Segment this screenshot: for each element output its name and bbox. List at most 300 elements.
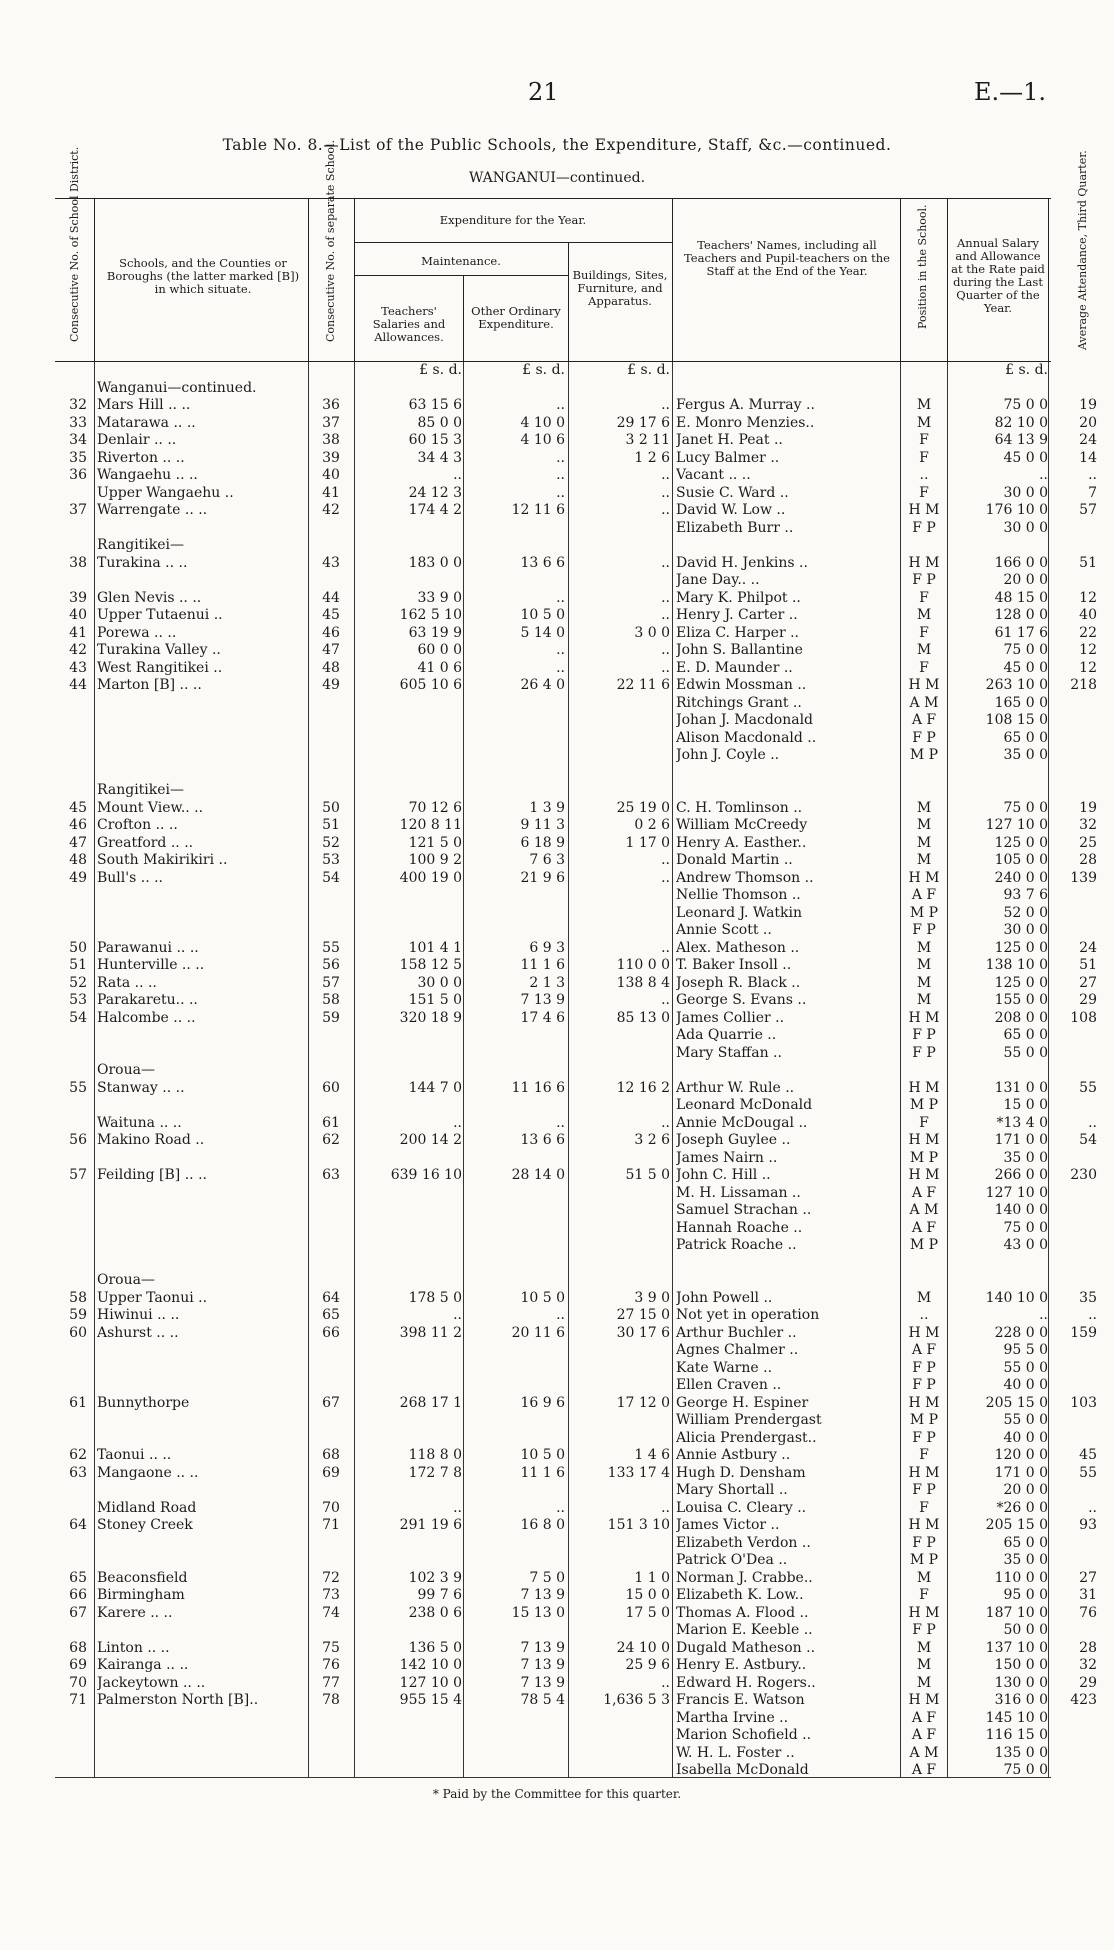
cell-position: F	[919, 1447, 929, 1463]
cell-school-name: Glen Nevis .. ..	[97, 589, 202, 606]
cell-attendance: 423	[1070, 1692, 1097, 1708]
cell-annual-salary: 155 0 0	[994, 992, 1048, 1008]
cell-district-no: 65	[69, 1569, 87, 1586]
cell-buildings: 51 5 0	[625, 1167, 670, 1183]
cell-position: M P	[909, 1237, 939, 1253]
cell-school-no: 67	[322, 1394, 340, 1411]
cell-teacher-name: William McCreedy	[676, 817, 808, 833]
cell-attendance: 32	[1079, 1657, 1097, 1673]
table-row	[55, 362, 1051, 380]
cell-salaries: 102 3 9	[408, 1569, 462, 1586]
cell-school-no: 40	[322, 467, 340, 483]
cell-buildings: 138 8 4	[616, 974, 670, 991]
cell-school-name: Kairanga .. ..	[97, 1657, 189, 1673]
cell-teacher-name: John C. Hill ..	[676, 1167, 771, 1183]
cell-annual-salary: 65 0 0	[1003, 1027, 1048, 1043]
cell-salaries: 639 16 10	[390, 1167, 462, 1183]
cell-school-name: Taonui .. ..	[97, 1447, 172, 1463]
cell-district-no: 61	[69, 1394, 87, 1411]
cell-buildings: 29 17 6	[616, 414, 670, 431]
cell-buildings: £ s. d.	[627, 362, 670, 378]
table-row	[55, 1342, 1051, 1360]
cell-school-no: 74	[322, 1604, 340, 1621]
cell-salaries: 955 15 4	[399, 1692, 462, 1708]
cell-buildings: ..	[661, 589, 670, 606]
cell-school-name: Oroua—	[97, 1062, 155, 1078]
cell-teacher-name: Hugh D. Densham	[676, 1464, 806, 1481]
table-row	[55, 1220, 1051, 1238]
table-row	[55, 484, 1097, 503]
cell-other-expenditure: 17 4 6	[520, 1009, 565, 1026]
cell-teacher-name: Andrew Thomson ..	[676, 869, 814, 886]
cell-other-expenditure: 13 6 6	[520, 554, 565, 571]
cell-buildings: 17 12 0	[616, 1394, 670, 1411]
cell-teacher-name: E. D. Maunder ..	[676, 659, 793, 676]
cell-school-name: Upper Wangaehu ..	[97, 484, 234, 501]
cell-school-name: Parakaretu.. ..	[97, 992, 198, 1008]
cell-position: H M	[908, 554, 940, 571]
cell-district-no: 41	[69, 624, 87, 641]
table-row	[55, 799, 1097, 818]
cell-annual-salary: 105 0 0	[994, 852, 1048, 868]
cell-other-expenditure: 20 11 6	[511, 1324, 565, 1341]
cell-attendance: ..	[1088, 1307, 1097, 1323]
table-row	[55, 712, 1051, 730]
cell-other-expenditure: ..	[556, 467, 565, 483]
cell-school-name: Mars Hill .. ..	[97, 397, 191, 413]
cell-school-name: Porewa .. ..	[97, 624, 177, 641]
cell-buildings: ..	[661, 397, 670, 413]
cell-buildings: ..	[661, 869, 670, 886]
cell-teacher-name: Alex. Matheson ..	[676, 939, 800, 956]
cell-school-no: 41	[322, 484, 340, 501]
cell-salaries: 162 5 10	[399, 607, 462, 623]
cell-salaries: 34 4 3	[417, 449, 462, 466]
cell-other-expenditure: 11 16 6	[511, 1079, 565, 1096]
cell-buildings: 3 0 0	[634, 624, 670, 641]
cell-salaries: 118 8 0	[408, 1447, 462, 1463]
cell-school-name: Mangaone .. ..	[97, 1464, 199, 1481]
cell-district-no: 70	[69, 1674, 87, 1691]
cell-attendance: 57	[1079, 502, 1097, 518]
cell-annual-salary: 93 7 6	[1003, 887, 1048, 903]
cell-other-expenditure: 7 13 9	[520, 992, 565, 1008]
cell-position: M	[916, 414, 932, 431]
cell-attendance: 93	[1079, 1517, 1097, 1533]
cell-attendance: 35	[1079, 1289, 1097, 1306]
cell-teacher-name: Marion Schofield ..	[676, 1727, 812, 1743]
cell-school-no: 49	[322, 677, 340, 693]
cell-attendance: 25	[1079, 834, 1097, 851]
cell-teacher-name: James Victor ..	[676, 1517, 780, 1533]
cell-school-name: Karere .. ..	[97, 1604, 173, 1621]
cell-district-no: 52	[69, 974, 87, 991]
cell-annual-salary: 125 0 0	[994, 834, 1048, 851]
cell-annual-salary: 30 0 0	[1003, 484, 1048, 501]
cell-annual-salary: 45 0 0	[1003, 659, 1048, 676]
table-row	[55, 502, 1097, 520]
cell-salaries: ..	[453, 1114, 462, 1131]
cell-salaries: 33 9 0	[417, 589, 462, 606]
cell-position: F	[919, 1114, 929, 1131]
cell-buildings: ..	[661, 939, 670, 956]
cell-teacher-name: Joseph R. Black ..	[676, 974, 801, 991]
cell-school-name: Midland Road	[97, 1499, 197, 1516]
cell-attendance: 29	[1079, 992, 1097, 1008]
cell-annual-salary: 75 0 0	[1003, 1219, 1048, 1236]
cell-attendance: 230	[1070, 1167, 1097, 1183]
cell-buildings: ..	[661, 467, 670, 483]
cell-buildings: 22 11 6	[616, 677, 670, 693]
cell-attendance: ..	[1088, 467, 1097, 483]
cell-annual-salary: 55 0 0	[1003, 1044, 1048, 1061]
cell-attendance: 27	[1079, 1569, 1097, 1586]
header-annual-salary: Annual Salary and Allowance at the Rate paid during the Last Quarter of the Year.	[951, 236, 1045, 315]
cell-teacher-name: Agnes Chalmer ..	[676, 1342, 799, 1358]
table-row	[55, 695, 1051, 713]
cell-teacher-name: Nellie Thomson ..	[676, 887, 801, 903]
table-row	[55, 782, 1051, 800]
cell-teacher-name: Ellen Craven ..	[676, 1377, 782, 1393]
cell-position: F P	[912, 1377, 936, 1393]
cell-school-no: 45	[322, 607, 340, 623]
cell-buildings: 151 3 10	[607, 1517, 670, 1533]
cell-buildings: 3 2 11	[625, 432, 670, 448]
table-row	[55, 1535, 1051, 1553]
cell-salaries: 127 10 0	[399, 1674, 462, 1691]
cell-buildings: ..	[661, 642, 670, 658]
cell-other-expenditure: 10 5 0	[520, 1289, 565, 1306]
cell-buildings: 30 17 6	[616, 1324, 670, 1341]
cell-attendance: 24	[1079, 939, 1097, 956]
cell-teacher-name: Kate Warne ..	[676, 1359, 773, 1376]
table-row	[55, 572, 1051, 590]
cell-buildings: ..	[661, 852, 670, 868]
cell-school-name: South Makirikiri ..	[97, 852, 228, 868]
cell-salaries: 24 12 3	[408, 484, 462, 501]
cell-school-no: 43	[322, 554, 340, 571]
table-row	[55, 1639, 1097, 1658]
table-row	[55, 869, 1097, 888]
cell-annual-salary: 166 0 0	[994, 554, 1048, 571]
cell-position: F P	[912, 1044, 936, 1061]
table-row	[55, 905, 1051, 923]
cell-other-expenditure: 9 11 3	[520, 817, 565, 833]
cell-position: M	[916, 799, 932, 816]
header-salaries: Teachers' Salaries and Allowances.	[372, 304, 446, 344]
table-row	[55, 1394, 1097, 1413]
cell-other-expenditure: 28 14 0	[511, 1167, 565, 1183]
header-maintenance: Maintenance.	[421, 254, 501, 268]
cell-salaries: 30 0 0	[417, 974, 462, 991]
header-position: Position in the School.	[916, 204, 929, 329]
table-row	[55, 1255, 1051, 1273]
cell-district-no: 49	[69, 869, 87, 886]
cell-teacher-name: George H. Espiner	[676, 1394, 809, 1411]
cell-district-no: 60	[69, 1324, 87, 1341]
cell-teacher-name: Johan J. Macdonald	[676, 712, 814, 728]
table-row	[55, 1027, 1051, 1045]
cell-school-name: Matarawa .. ..	[97, 414, 196, 431]
cell-attendance: 218	[1070, 677, 1097, 693]
cell-annual-salary: 208 0 0	[994, 1009, 1048, 1026]
cell-salaries: 151 5 0	[408, 992, 462, 1008]
cell-attendance: 27	[1079, 974, 1097, 991]
cell-other-expenditure: 7 13 9	[520, 1657, 565, 1673]
cell-other-expenditure: ..	[556, 659, 565, 676]
table-row	[55, 449, 1097, 468]
cell-school-no: 55	[322, 939, 340, 956]
header-consecutive-district: Consecutive No. of School District.	[68, 146, 81, 342]
cell-school-name: Hiwinui .. ..	[97, 1307, 180, 1323]
cell-buildings: ..	[661, 659, 670, 676]
cell-annual-salary: 228 0 0	[994, 1324, 1048, 1341]
cell-district-no: 63	[69, 1464, 87, 1481]
cell-district-no: 32	[69, 397, 87, 413]
cell-district-no: 53	[69, 992, 87, 1008]
cell-other-expenditure: ..	[556, 1114, 565, 1131]
cell-teacher-name: Alicia Prendergast..	[676, 1429, 817, 1446]
cell-position: H M	[908, 1464, 940, 1481]
cell-position: M	[916, 1569, 932, 1586]
cell-other-expenditure: 13 6 6	[520, 1132, 565, 1148]
cell-annual-salary: 52 0 0	[1003, 904, 1048, 921]
cell-position: A F	[911, 1709, 937, 1726]
cell-teacher-name: George S. Evans ..	[676, 992, 807, 1008]
cell-position: M P	[909, 1149, 939, 1166]
cell-other-expenditure: 7 13 9	[520, 1587, 565, 1603]
cell-district-no: 45	[69, 799, 87, 816]
cell-attendance: 51	[1079, 554, 1097, 571]
table-row	[55, 1202, 1051, 1220]
table-row	[55, 974, 1097, 993]
table-row	[55, 1009, 1097, 1028]
cell-attendance: 55	[1079, 1464, 1097, 1481]
cell-buildings: 1 1 0	[634, 1569, 670, 1586]
table-row	[55, 1622, 1051, 1640]
cell-school-no: 64	[322, 1289, 340, 1306]
cell-teacher-name: Fergus A. Murray ..	[676, 397, 815, 413]
document-reference: E.—1.	[973, 78, 1046, 106]
cell-school-name: Marton [B] .. ..	[97, 677, 202, 693]
cell-school-no: 50	[322, 799, 340, 816]
cell-other-expenditure: 4 10 6	[520, 432, 565, 448]
cell-annual-salary: 171 0 0	[994, 1464, 1048, 1481]
cell-other-expenditure: 16 8 0	[520, 1517, 565, 1533]
cell-annual-salary: 266 0 0	[994, 1167, 1048, 1183]
cell-position: A F	[911, 1727, 937, 1743]
cell-school-name: Ashurst .. ..	[97, 1324, 179, 1341]
header-teachers-names: Teachers' Names, including all Teachers and Pupil-teachers on the Staff at the End of the Year.	[684, 238, 890, 278]
cell-school-name: Wangaehu .. ..	[97, 467, 198, 483]
cell-annual-salary: 35 0 0	[1003, 1552, 1048, 1568]
cell-district-no: 58	[69, 1289, 87, 1306]
cell-position: H M	[908, 677, 940, 693]
cell-teacher-name: Samuel Strachan ..	[676, 1202, 812, 1218]
table-row	[55, 1132, 1097, 1150]
cell-teacher-name: Elizabeth Burr ..	[676, 519, 794, 536]
table-row	[55, 432, 1097, 450]
cell-position: F P	[912, 1482, 936, 1498]
cell-salaries: 63 15 6	[408, 397, 462, 413]
cell-annual-salary: 35 0 0	[1003, 1149, 1048, 1166]
cell-school-no: 59	[322, 1009, 340, 1026]
cell-other-expenditure: 10 5 0	[520, 1447, 565, 1463]
cell-attendance: 19	[1079, 799, 1097, 816]
cell-annual-salary: 138 10 0	[985, 957, 1048, 973]
cell-position: F	[919, 1587, 929, 1603]
cell-annual-salary: 145 10 0	[985, 1709, 1048, 1726]
cell-attendance: 76	[1079, 1604, 1097, 1621]
cell-attendance: 7	[1088, 484, 1097, 501]
cell-district-no: 39	[69, 589, 87, 606]
cell-position: A M	[909, 1744, 939, 1761]
cell-annual-salary: 50 0 0	[1003, 1622, 1048, 1638]
cell-position: H M	[908, 502, 940, 518]
cell-position: A F	[911, 1219, 937, 1236]
table-row	[55, 765, 1051, 783]
cell-district-no: 66	[69, 1587, 87, 1603]
footnote: * Paid by the Committee for this quarter.	[432, 1787, 682, 1801]
cell-other-expenditure: 6 18 9	[520, 834, 565, 851]
cell-annual-salary: 150 0 0	[994, 1657, 1048, 1673]
cell-other-expenditure: ..	[556, 642, 565, 658]
cell-school-name: Jackeytown .. ..	[97, 1674, 206, 1691]
cell-teacher-name: John J. Coyle ..	[676, 747, 780, 763]
page-number: 21	[528, 78, 559, 106]
cell-position: F P	[912, 729, 936, 746]
cell-buildings: 25 9 6	[625, 1657, 670, 1673]
cell-district-no: 64	[69, 1517, 87, 1533]
cell-school-name: West Rangitikei ..	[97, 659, 223, 676]
table-row	[55, 1517, 1097, 1535]
cell-attendance: 32	[1079, 817, 1097, 833]
table-row	[55, 607, 1097, 625]
table-row	[55, 747, 1051, 765]
cell-annual-salary: 116 15 0	[985, 1727, 1048, 1743]
cell-position: H M	[908, 1324, 940, 1341]
cell-school-name: Waituna .. ..	[97, 1114, 182, 1131]
cell-buildings: 110 0 0	[616, 957, 670, 973]
table-row	[55, 1430, 1051, 1448]
cell-annual-salary: 127 10 0	[985, 817, 1048, 833]
cell-district-no: 48	[69, 852, 87, 868]
cell-school-no: 65	[322, 1307, 340, 1323]
cell-other-expenditure: 2 1 3	[529, 974, 565, 991]
cell-position: H M	[908, 1167, 940, 1183]
cell-district-no: 46	[69, 817, 87, 833]
table-row	[55, 414, 1097, 433]
cell-salaries: 320 18 9	[399, 1009, 462, 1026]
cell-position: M P	[909, 1552, 939, 1568]
cell-other-expenditure: 7 6 3	[529, 852, 565, 868]
table-row	[55, 397, 1097, 415]
cell-position: F	[919, 1499, 929, 1516]
cell-school-name: Turakina Valley ..	[97, 642, 221, 658]
cell-teacher-name: Elizabeth Verdon ..	[676, 1534, 811, 1551]
cell-district-no: 47	[69, 834, 87, 851]
cell-position: ..	[919, 1307, 929, 1323]
cell-district-no: 56	[69, 1132, 87, 1148]
cell-attendance: 159	[1070, 1324, 1097, 1341]
cell-annual-salary: 64 13 9	[994, 432, 1048, 448]
cell-position: H M	[908, 1692, 940, 1708]
cell-school-no: 39	[322, 449, 340, 466]
cell-salaries: 121 5 0	[408, 834, 462, 851]
cell-school-no: 36	[322, 397, 340, 413]
cell-other-expenditure: 1 3 9	[529, 799, 565, 816]
cell-annual-salary: 130 0 0	[994, 1674, 1048, 1691]
cell-other-expenditure: 7 5 0	[529, 1569, 565, 1586]
cell-buildings: 133 17 4	[607, 1464, 670, 1481]
cell-salaries: ..	[453, 1307, 462, 1323]
cell-position: H M	[908, 1394, 940, 1411]
cell-buildings: 24 10 0	[616, 1639, 670, 1656]
cell-position: A F	[911, 1762, 937, 1778]
cell-other-expenditure: ..	[556, 484, 565, 501]
cell-other-expenditure: ..	[556, 1499, 565, 1516]
cell-buildings: 3 9 0	[634, 1289, 670, 1306]
header-schools: Schools, and the Counties or Boroughs (the latter marked [B]) in which situate.	[106, 256, 300, 296]
cell-buildings: 1 2 6	[634, 449, 670, 466]
table-row	[55, 1692, 1097, 1710]
table-row	[55, 887, 1051, 905]
cell-position: F P	[912, 1359, 936, 1376]
cell-teacher-name: Norman J. Crabbe..	[676, 1569, 813, 1586]
cell-salaries: 85 0 0	[417, 414, 462, 431]
table-row	[55, 817, 1097, 835]
cell-salaries: 63 19 9	[408, 624, 462, 641]
cell-position: M	[916, 974, 932, 991]
table-row	[55, 1762, 1051, 1780]
cell-attendance: 51	[1079, 957, 1097, 973]
cell-school-name: Feilding [B] .. ..	[97, 1167, 207, 1183]
cell-buildings: 25 19 0	[616, 799, 670, 816]
cell-annual-salary: 187 10 0	[985, 1604, 1048, 1621]
cell-school-no: 37	[322, 414, 340, 431]
cell-position: F P	[912, 922, 936, 938]
cell-salaries: 200 14 2	[399, 1132, 462, 1148]
cell-district-no: 40	[69, 607, 87, 623]
table-title: Table No. 8.—List of the Public Schools, the Expenditure, Staff, &c.—continued.	[222, 136, 892, 154]
cell-attendance: 31	[1079, 1587, 1097, 1603]
cell-teacher-name: David W. Low ..	[676, 502, 786, 518]
table-row	[55, 1272, 1051, 1290]
table-row	[55, 939, 1097, 958]
table-row	[55, 1482, 1051, 1500]
cell-teacher-name: Janet H. Peat ..	[676, 432, 783, 448]
cell-school-no: 78	[322, 1692, 340, 1708]
cell-position: M P	[909, 747, 939, 763]
cell-school-no: 70	[322, 1499, 340, 1516]
cell-attendance: 24	[1079, 432, 1097, 448]
cell-other-expenditure: 21 9 6	[520, 869, 565, 886]
cell-attendance: 55	[1079, 1079, 1097, 1096]
cell-attendance: 28	[1079, 852, 1097, 868]
cell-position: M P	[909, 1412, 939, 1428]
header-separate-school: Consecutive No. of separate School.	[324, 140, 337, 342]
cell-buildings: ..	[661, 1674, 670, 1691]
cell-district-no: 33	[69, 414, 87, 431]
cell-school-name: Crofton .. ..	[97, 817, 178, 833]
cell-salaries: 158 12 5	[399, 957, 462, 973]
cell-salaries: 100 9 2	[408, 852, 462, 868]
cell-position: A F	[911, 887, 937, 903]
cell-school-no: 46	[322, 624, 340, 641]
cell-teacher-name: Alison Macdonald ..	[676, 729, 817, 746]
cell-teacher-name: Francis E. Watson	[676, 1692, 805, 1708]
cell-annual-salary: 140 10 0	[985, 1289, 1048, 1306]
